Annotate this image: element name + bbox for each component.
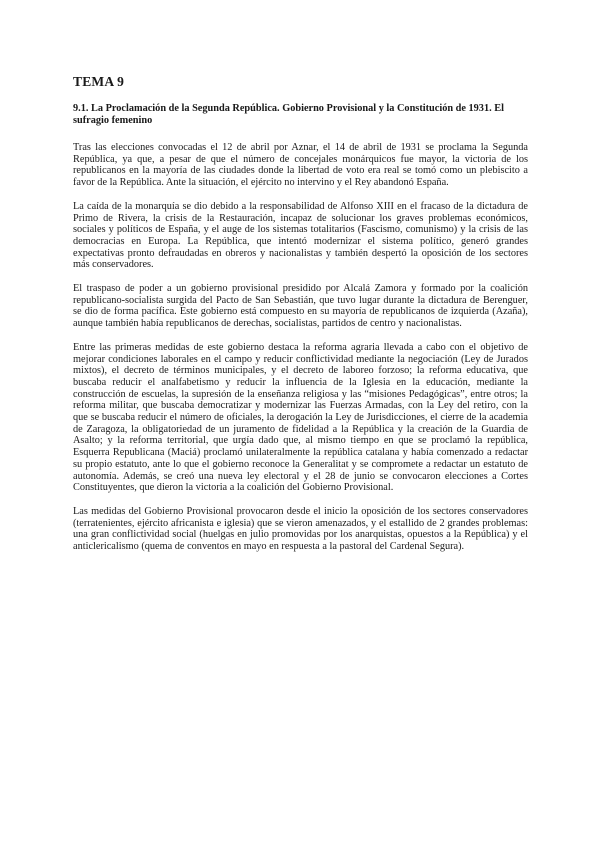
paragraph-proclamation: Tras las elecciones convocadas el 12 de abril por Aznar, el 14 de abril de 1931 se proclama la Segunda República, ya que, a pesar de que el número de concejales monárquicos fue mayor, la victoria de los republicanos en la mayoría de las ciudades donde la libertad de voto era real se tomó como un plebiscito a favor de la República. Ante la situación, el ejército no intervino y el Rey abandonó España. [73,142,528,189]
paragraph-fall-of-monarchy: La caída de la monarquía se dio debido a la responsabilidad de Alfonso XIII en el fracaso de la dictadura de Primo de Rivera, la crisis de la Restauración, incapaz de solucionar los graves problemas económicos, sociales y políticos de España, y el auge de los sistemas totalitarios (Fascismo, comunismo) y la crisis de las democracias en Europa. La República, que intentó modernizar el sistema político, generó grandes expectativas pronto defraudadas en obreros y nacionalistas y también despertó la oposición de los sectores más conservadores. [73,200,528,271]
page-title: TEMA 9 [73,74,125,89]
paragraph-opposition: Las medidas del Gobierno Provisional provocaron desde el inicio la oposición de los sectores conservadores (terratenientes, ejército africanista e iglesia) que se vieron amenazados, y el estallido de 2 grandes problemas: una gran conflictividad social (huelgas en julio promovidas por los anarquistas, opuestos a la República) y el anticlericalismo (quema de conventos en mayo en respuesta a la pastoral del Cardenal Segura). [73,505,528,553]
document-page [73,74,528,565]
paragraph-provisional-government: El traspaso de poder a un gobierno provisional presidido por Alcalá Zamora y formado por la coalición republicano-socialista surgida del Pacto de San Sebastián, que tuvo lugar durante la dictadura de Berenguer, se dio de forma pacífica. Este gobierno está compuesto en su mayoría de republicanos de izquierda (Azaña), aunque también había republicanos de derechas, socialistas, partidos de centro y nacionalistas. [73,283,528,330]
section-heading: 9.1. La Proclamación de la Segunda República. Gobierno Provisional y la Constitución de 1931. El sufragio femenino [73,103,504,126]
paragraph-first-measures: Entre las primeras medidas de este gobierno destaca la reforma agraria llevada a cabo con el objetivo de mejorar condiciones laborales en el campo y reducir conflictividad mediante la negociación (Ley de Jurados mixtos), el decreto de términos municipales, y el decreto de laboreo forzoso; la reforma educativa, que buscaba reducir el analfabetismo y reducir la influencia de la Iglesia en la educación, mediante la construcción de escuelas, la supresión de la enseñanza religiosa y las “misiones Pedagógicas”, entre otros; la reforma militar, que buscaba democratizar y modernizar las Fuerzas Armadas, con la Ley del retiro, con la que se buscaba reducir el número de oficiales, la derogación la Ley de Jurisdicciones, el cierre de la academia de Zaragoza, la obligatoriedad de un juramento de fidelidad a la República y la creación de la Guardia de Asalto; y la reforma territorial, que urgía dado que, al mismo tiempo en que se proclamó la república, Esquerra Republicana (Maciá) proclamó unilateralmente la república catalana y había comenzado a redactar su propio estatuto, ante lo que el gobierno reconoce la Generalitat y se compromete a redactar un estatuto de autonomía. Además, se creó una nueva ley electoral y el 28 de junio se convocaron elecciones a Cortes Constituyentes, que dieron la victoria a la coalición del Gobierno Provisional. [73,341,528,494]
